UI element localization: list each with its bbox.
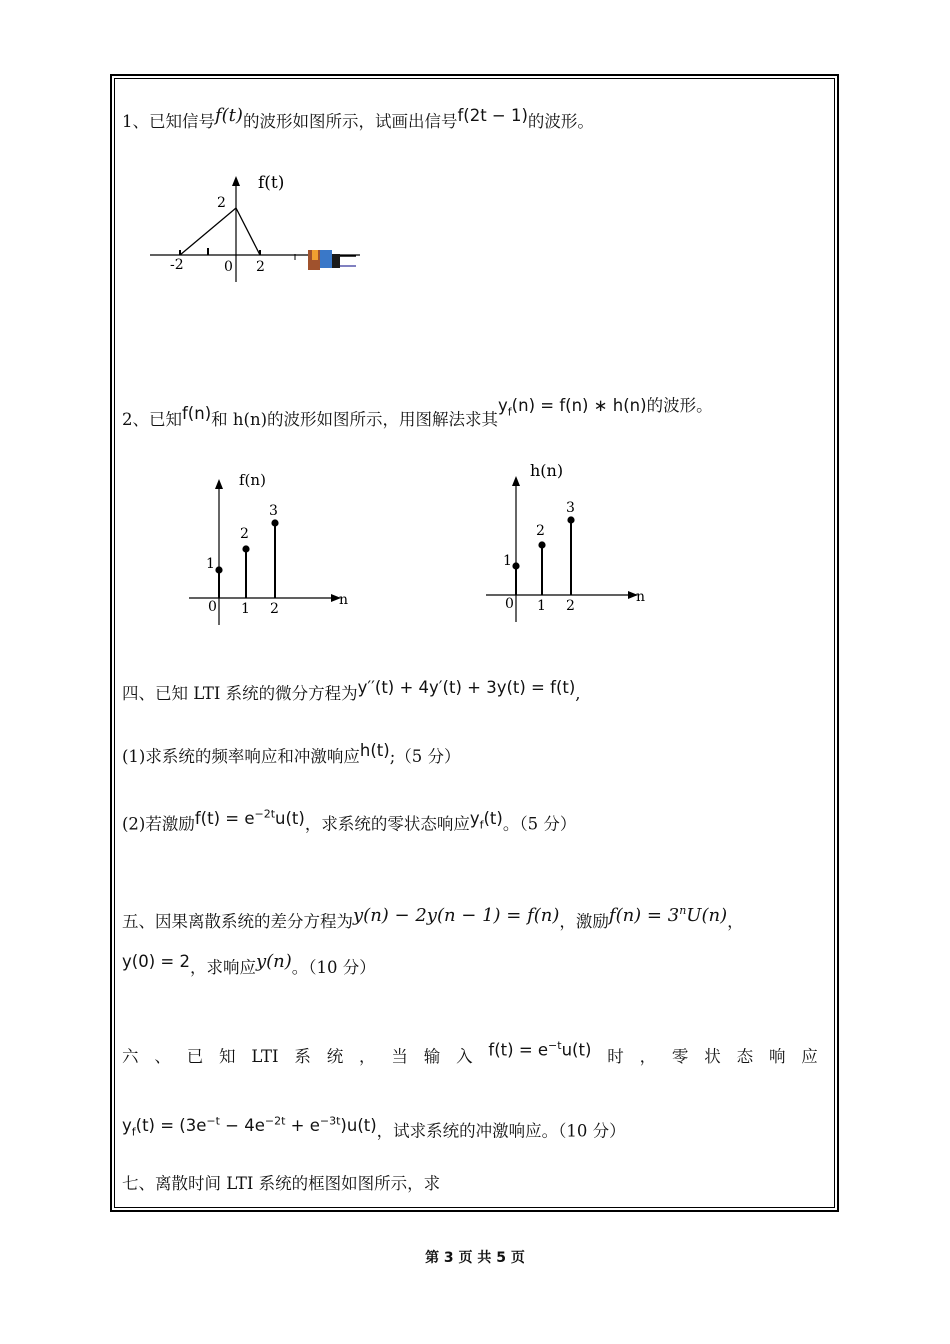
q5-text: 五、因果离散系统的差分方程为y(n) − 2y(n − 1) = f(n)，激励$f(n) = 3^nU(n)$， bbox=[122, 904, 744, 931]
q2-text: 2、已知f(n)和 h(n)的波形如图所示，用图解法求其$y_f(n) = f(n)$ ∗ h(n)的波形。 bbox=[122, 396, 713, 429]
q6-text-2: $y_f(t) = (3e^{-t} - 4e^{-2t} + e^{-3t})u(t)$，试求系统的冲激响应。（10 分） bbox=[122, 1114, 626, 1141]
h-sample-2 bbox=[567, 516, 574, 523]
svg-text:0: 0 bbox=[505, 596, 514, 612]
h-sample-0 bbox=[512, 562, 519, 569]
f-sample-1 bbox=[242, 545, 249, 552]
svg-text:1: 1 bbox=[537, 598, 546, 614]
h-sample-1 bbox=[538, 541, 545, 548]
svg-text:2: 2 bbox=[270, 601, 279, 617]
svg-text:2: 2 bbox=[240, 526, 249, 542]
q4-part2: (2)若激励$f(t) = e^{-2t}u(t)$，求系统的零状态响应$y_f(t)$。（5 分） bbox=[122, 807, 577, 834]
svg-text:0: 0 bbox=[208, 599, 217, 615]
q1-text: 1、已知信号f(t)的波形如图所示，试画出信号f(2t − 1)的波形。 bbox=[122, 105, 594, 131]
svg-text:2: 2 bbox=[536, 523, 545, 539]
q4-part1: (1)求系统的频率响应和冲激响应h(t);（5 分） bbox=[122, 741, 461, 766]
h-graph-label: h(n) bbox=[530, 461, 564, 480]
q7-text: 七、离散时间 LTI 系统的框图如图所示，求 bbox=[122, 1174, 441, 1193]
svg-text:3: 3 bbox=[269, 503, 278, 519]
q1-tick-0: 0 bbox=[224, 259, 233, 275]
q1-image-artifact bbox=[295, 250, 356, 270]
q2-f-graph bbox=[185, 465, 365, 635]
svg-text:3: 3 bbox=[566, 500, 575, 516]
q1-peak-label: 2 bbox=[217, 195, 226, 211]
q1-graph bbox=[150, 170, 370, 290]
f-sample-2 bbox=[271, 519, 278, 526]
q1-signal bbox=[180, 208, 260, 255]
q4-text: 四、已知 LTI 系统的微分方程为y′′(t) + 4y′(t) + 3y(t) = f(t), bbox=[122, 678, 581, 703]
svg-text:1: 1 bbox=[241, 601, 250, 617]
page-footer: 第 3 页 共 5 页 bbox=[425, 1250, 525, 1266]
q1-graph-label: f(t) bbox=[258, 173, 285, 193]
q1-tick-neg2: -2 bbox=[170, 257, 184, 273]
q2-h-graph bbox=[482, 458, 662, 628]
svg-text:1: 1 bbox=[206, 556, 215, 572]
q1-y-arrow bbox=[232, 176, 240, 186]
q5-text-2: y(0) = 2，求响应y(n)。（10 分） bbox=[122, 951, 376, 977]
svg-text:2: 2 bbox=[566, 598, 575, 614]
q6-text: 六 、 已 知 LTI 系 统 ， 当 输 入 $f(t) = e^{-t}u(t)$ 时 ， 零 状 态 响 应 bbox=[122, 1039, 818, 1066]
q1-tick-2: 2 bbox=[256, 259, 265, 275]
f-graph-label: f(n) bbox=[239, 471, 266, 489]
svg-text:1: 1 bbox=[503, 553, 512, 569]
f-sample-0 bbox=[215, 566, 222, 573]
svg-text:n: n bbox=[339, 592, 349, 608]
svg-text:n: n bbox=[636, 589, 646, 605]
